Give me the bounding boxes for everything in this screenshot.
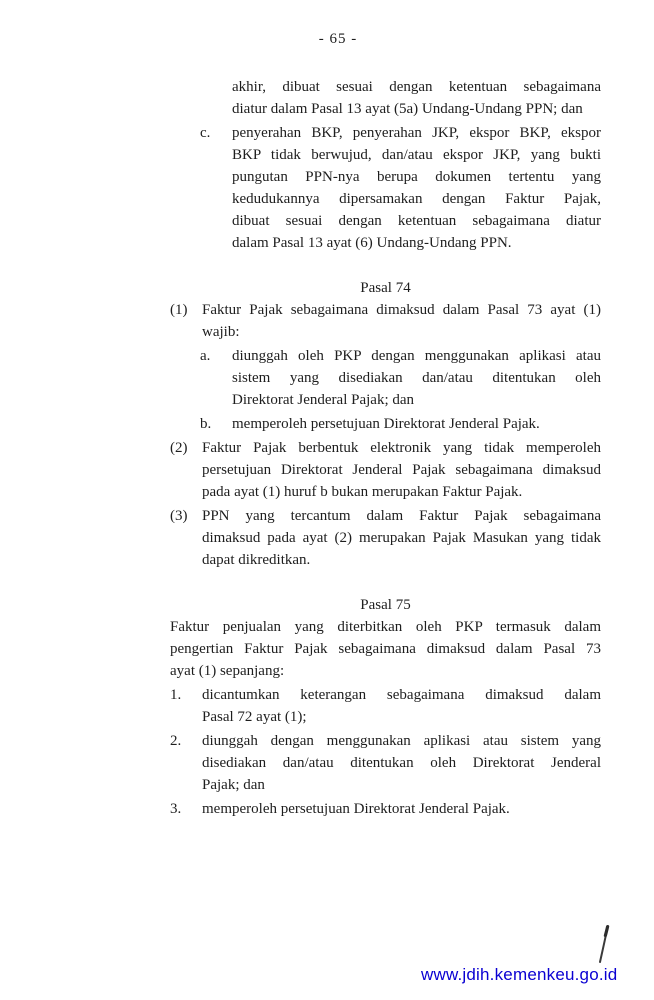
- list-item-marker: (3): [170, 508, 188, 524]
- text-line: pada ayat (1) huruf b bukan merupakan Faktur Pajak.: [202, 484, 523, 500]
- text-line: akhir, dibuat sesuai dengan ketentuan sebagaimana: [232, 79, 601, 95]
- text-line: dapat dikreditkan.: [202, 552, 311, 568]
- page-number: - 65 -: [318, 31, 358, 47]
- text-line: dibuat sesuai dengan ketentuan sebagaimana diatur: [232, 213, 601, 229]
- list-item-marker: a.: [200, 348, 211, 364]
- text-line: Pasal 72 ayat (1);: [202, 709, 307, 725]
- list-item: [170, 437, 601, 503]
- list-item-marker: 1.: [170, 687, 182, 703]
- text-line: penyerahan BKP, penyerahan JKP, ekspor BKP, ekspor: [232, 125, 601, 141]
- list-item: [170, 345, 601, 411]
- list-item: [170, 76, 601, 120]
- text-line: diatur dalam Pasal 13 ayat (5a) Undang-Undang PPN; dan: [232, 101, 583, 117]
- text-line: kedudukannya dipersamakan dengan Faktur Pajak,: [232, 191, 601, 207]
- document-body: [170, 76, 601, 822]
- text-line: dimaksud pada ayat (2) merupakan Pajak Masukan yang tidak: [202, 530, 601, 546]
- text-line: Direktorat Jenderal Pajak; dan: [232, 392, 415, 408]
- text-line: persetujuan Direktorat Jenderal Pajak sebagaimana dimaksud: [202, 462, 601, 478]
- text-line: memperoleh persetujuan Direktorat Jenderal Pajak.: [202, 801, 510, 817]
- text-line: wajib:: [202, 324, 240, 340]
- footer-website-link[interactable]: www.jdih.kemenkeu.go.id: [421, 965, 618, 984]
- list-item: [170, 299, 601, 343]
- list-item: [170, 798, 601, 820]
- text-line: ayat (1) sepanjang:: [170, 663, 285, 679]
- handwritten-paraf-icon: [592, 924, 614, 968]
- list-item: [170, 505, 601, 571]
- pasal-heading: Pasal 74: [360, 280, 411, 296]
- text-line: Faktur Pajak sebagaimana dimaksud dalam Pasal 73 ayat (1): [202, 302, 601, 318]
- list-item-marker: 2.: [170, 733, 182, 749]
- list-item-marker: c.: [200, 125, 211, 141]
- text-line: BKP tidak berwujud, dan/atau ekspor JKP, yang bukti: [232, 147, 601, 163]
- text-line: diunggah dengan menggunakan aplikasi atau sistem yang: [202, 733, 601, 749]
- text-line: disediakan dan/atau ditentukan oleh Direktorat Jenderal: [202, 755, 601, 771]
- text-line: pengertian Faktur Pajak sebagaimana dimaksud dalam Pasal 73: [170, 641, 601, 657]
- text-line: diunggah oleh PKP dengan menggunakan aplikasi atau: [232, 348, 601, 364]
- list-item-marker: b.: [200, 416, 212, 432]
- text-line: dicantumkan keterangan sebagaimana dimaksud dalam: [202, 687, 601, 703]
- text-line: Pajak; dan: [202, 777, 265, 793]
- text-line: dalam Pasal 13 ayat (6) Undang-Undang PPN.: [232, 235, 512, 251]
- list-item: [170, 122, 601, 254]
- list-item: [170, 413, 601, 435]
- list-item: [170, 730, 601, 796]
- list-item: [170, 616, 601, 682]
- text-line: memperoleh persetujuan Direktorat Jenderal Pajak.: [232, 416, 540, 432]
- text-line: Faktur Pajak berbentuk elektronik yang tidak memperoleh: [202, 440, 601, 456]
- list-item-marker: (2): [170, 440, 188, 456]
- list-item: [170, 684, 601, 728]
- list-item-marker: (1): [170, 302, 188, 318]
- list-item-marker: 3.: [170, 801, 182, 817]
- pasal-heading: Pasal 75: [360, 597, 411, 613]
- text-line: sistem yang disediakan dan/atau ditentukan oleh: [232, 370, 601, 386]
- text-line: pungutan PPN-nya berupa dokumen tertentu yang: [232, 169, 601, 185]
- text-line: PPN yang tercantum dalam Faktur Pajak sebagaimana: [202, 508, 601, 524]
- text-line: Faktur penjualan yang diterbitkan oleh PKP termasuk dalam: [170, 619, 601, 635]
